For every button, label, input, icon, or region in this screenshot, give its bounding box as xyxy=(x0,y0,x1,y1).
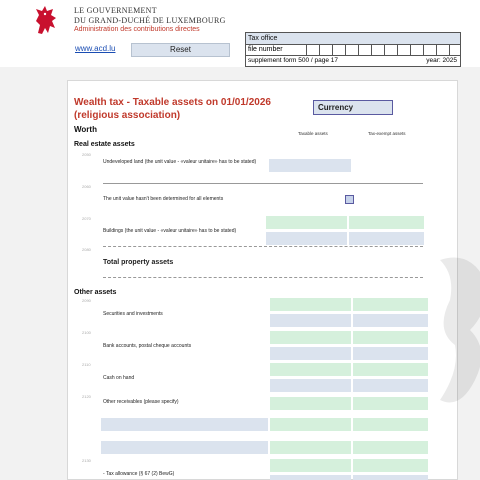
unit-value-note-label: The unit value hasn't been determined for all elements xyxy=(103,196,224,202)
divider xyxy=(103,277,423,278)
real-estate-heading: Real estate assets xyxy=(74,141,135,148)
buildings-unit-value-exempt-input[interactable] xyxy=(349,232,424,245)
receivables-taxable-input[interactable] xyxy=(270,397,351,410)
reset-button[interactable]: Reset xyxy=(131,43,230,57)
bank-accounts-label: Bank accounts, postal cheque accounts xyxy=(103,343,192,349)
divider xyxy=(103,183,423,184)
row-code: 2100 xyxy=(82,330,91,335)
row-code: 2050 xyxy=(82,152,91,157)
receivables-exempt-input[interactable] xyxy=(353,397,428,410)
total-property-label: Total property assets xyxy=(103,259,174,266)
bank-detail-exempt-input[interactable] xyxy=(353,347,428,360)
currency-field[interactable]: Currency xyxy=(313,100,393,115)
lion-watermark xyxy=(430,250,480,410)
receivables-specify-input-2[interactable] xyxy=(101,441,268,454)
supplement-label: supplement form 500 / page 17 xyxy=(248,57,338,64)
worth-heading: Worth xyxy=(74,125,97,134)
tax-allowance-label: - Tax allowance (§ 67 (2) BewG) xyxy=(103,471,175,477)
col-taxable-header: Taxable assets xyxy=(298,131,328,136)
allowance-exempt-input[interactable] xyxy=(353,459,428,472)
undeveloped-land-label: Undeveloped land (the unit value - «valeur unitaire» has to be stated) xyxy=(103,159,257,165)
tax-office-label: Tax office xyxy=(246,33,460,45)
row-code: 2130 xyxy=(82,458,91,463)
allowance-detail-input[interactable] xyxy=(270,475,351,480)
cash-label: Cash on hand xyxy=(103,375,135,381)
tax-office-box xyxy=(245,32,461,67)
row-code: 2090 xyxy=(82,298,91,303)
securities-exempt-input[interactable] xyxy=(353,298,428,311)
file-number-cells[interactable] xyxy=(306,45,462,56)
bank-taxable-input[interactable] xyxy=(270,331,351,344)
receivables-exempt-input-3[interactable] xyxy=(353,441,428,454)
receivables-taxable-input-3[interactable] xyxy=(270,441,351,454)
buildings-unit-value-input[interactable] xyxy=(266,232,347,245)
acd-website-link[interactable]: www.acd.lu xyxy=(75,44,116,53)
buildings-taxable-input[interactable] xyxy=(266,216,347,229)
row-code: 2070 xyxy=(82,216,91,221)
securities-label: Securities and investments xyxy=(103,311,163,317)
row-code: 2080 xyxy=(82,247,91,252)
bank-exempt-input[interactable] xyxy=(353,331,428,344)
cash-exempt-input[interactable] xyxy=(353,363,428,376)
receivables-taxable-input-2[interactable] xyxy=(270,418,351,431)
form-subtitle: (religious association) xyxy=(74,110,181,121)
buildings-label: Buildings (the unit value - «valeur unitaire» has to be stated) xyxy=(103,228,237,234)
allowance-taxable-input[interactable] xyxy=(270,459,351,472)
securities-detail-input[interactable] xyxy=(270,314,351,327)
other-assets-heading: Other assets xyxy=(74,289,117,296)
row-code: 2120 xyxy=(82,394,91,399)
unit-value-checkbox[interactable] xyxy=(345,195,354,204)
cash-detail-input[interactable] xyxy=(270,379,351,392)
government-line-1: LE GOUVERNEMENT xyxy=(74,6,157,15)
row-code: 2060 xyxy=(82,184,91,189)
bank-detail-input[interactable] xyxy=(270,347,351,360)
year-label: year: 2025 xyxy=(426,57,457,64)
other-receivables-label: Other receivables (please specify) xyxy=(103,399,179,405)
luxembourg-lion-logo xyxy=(30,3,64,37)
government-line-2: DU GRAND-DUCHÉ DE LUXEMBOURG xyxy=(74,16,226,25)
cash-detail-exempt-input[interactable] xyxy=(353,379,428,392)
administration-name: Administration des contributions directes xyxy=(74,26,200,33)
top-bar xyxy=(0,0,480,67)
allowance-detail-exempt-input[interactable] xyxy=(353,475,428,480)
buildings-exempt-input[interactable] xyxy=(349,216,424,229)
receivables-specify-input-1[interactable] xyxy=(101,418,268,431)
receivables-exempt-input-2[interactable] xyxy=(353,418,428,431)
divider xyxy=(103,246,423,247)
file-number-label: file number xyxy=(248,46,283,53)
securities-detail-exempt-input[interactable] xyxy=(353,314,428,327)
form-title: Wealth tax - Taxable assets on 01/01/2026 xyxy=(74,97,271,108)
cash-taxable-input[interactable] xyxy=(270,363,351,376)
undeveloped-land-input[interactable] xyxy=(269,159,351,172)
row-code: 2110 xyxy=(82,362,91,367)
col-exempt-header: Tax-exempt assets xyxy=(368,131,406,136)
securities-taxable-input[interactable] xyxy=(270,298,351,311)
